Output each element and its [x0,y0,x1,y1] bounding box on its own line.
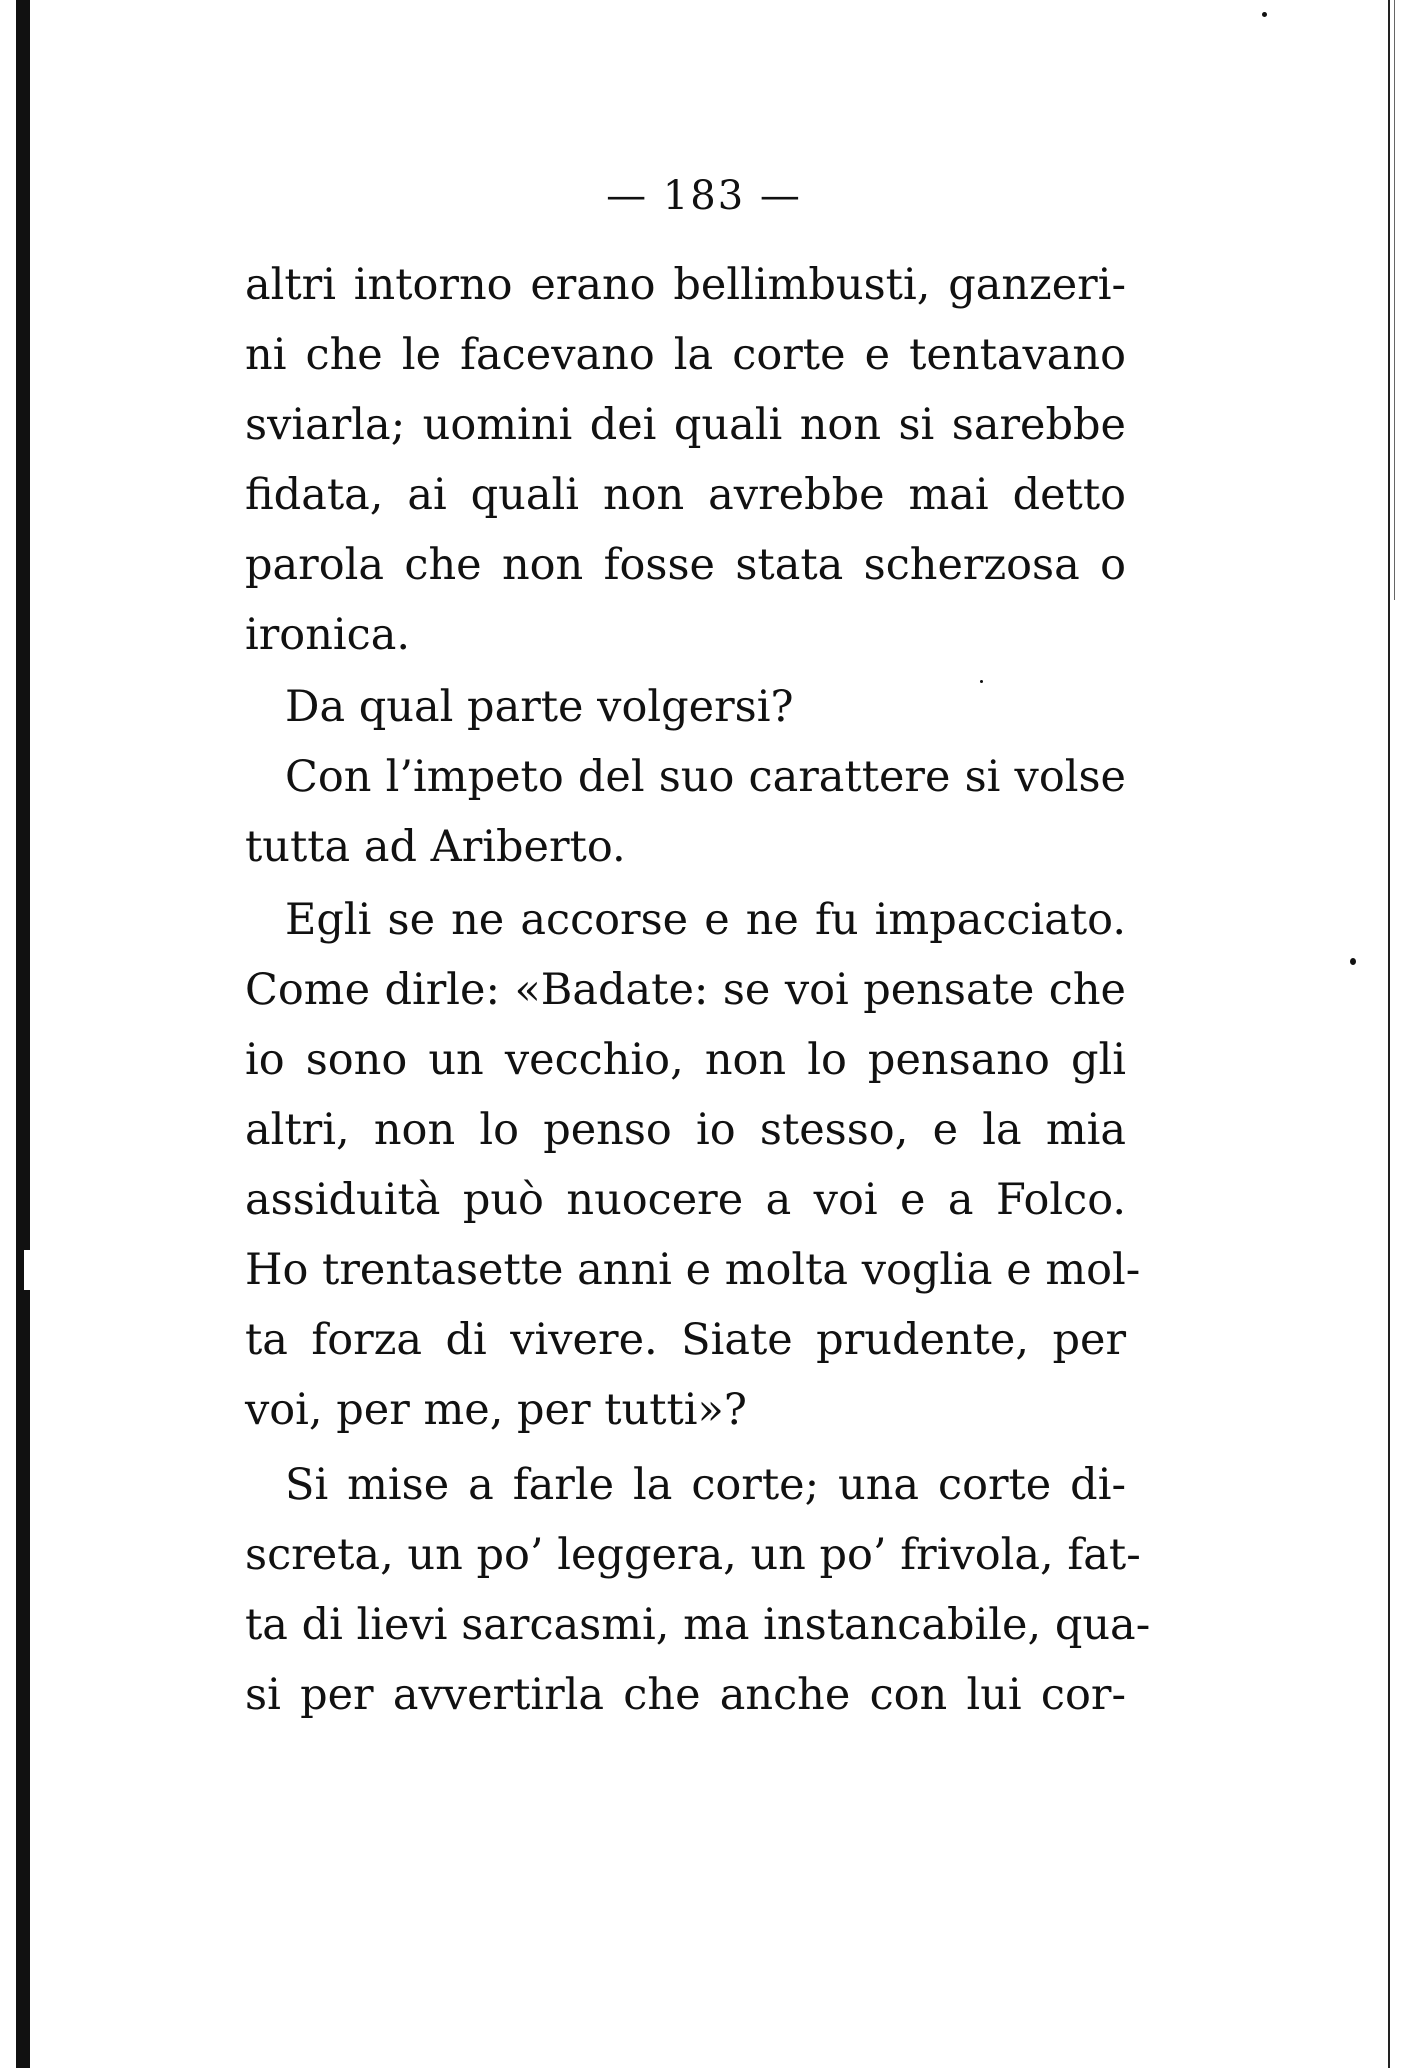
scan-speck [1350,958,1356,965]
text-line: altri, non lo penso io stesso, e la mia [245,1105,1126,1155]
text-line: assiduità può nuocere a voi e a Folco. [245,1175,1126,1225]
text-line: Ho trentasette anni e molta voglia e mol- [245,1245,1141,1295]
text-line: parola che non fosse stata scherzosa o [245,540,1126,590]
scan-speck [1262,12,1267,17]
text-line: Si mise a farle la corte; una corte di- [285,1460,1126,1510]
page-edge-left [16,0,30,2068]
text-line: si per avvertirla che anche con lui cor- [245,1670,1126,1720]
page-edge-notch [24,1250,32,1290]
page-edge-right-inner [1394,0,1395,600]
text-line: screta, un po’ leggera, un po’ frivola, fat- [245,1530,1141,1580]
text-line: altri intorno erano bellimbusti, ganzeri- [245,260,1126,310]
text-line: sviarla; uomini dei quali non si sarebbe [245,400,1126,450]
text-line: Egli se ne accorse e ne fu impacciato. [285,895,1126,945]
text-line: Con l’impeto del suo carattere si volse [285,752,1126,802]
text-line: ni che le facevano la corte e tentavano [245,330,1126,380]
text-line: ta forza di vivere. Siate prudente, per [245,1315,1126,1365]
text-line: ta di lievi sarcasmi, ma instancabile, qua- [245,1600,1151,1650]
text-line: fidata, ai quali non avrebbe mai detto [245,470,1126,520]
text-line: voi, per me, per tutti»? [245,1385,747,1435]
text-line: Da qual parte volgersi? [285,682,794,732]
text-line: Come dirle: «Badate: se voi pensate che [245,965,1126,1015]
page-number: — 183 — [606,173,802,219]
text-line: ironica. [245,610,411,660]
text-line: tutta ad Ariberto. [245,822,626,872]
page-edge-right [1388,0,1390,2068]
text-line: io sono un vecchio, non lo pensano gli [245,1035,1126,1085]
